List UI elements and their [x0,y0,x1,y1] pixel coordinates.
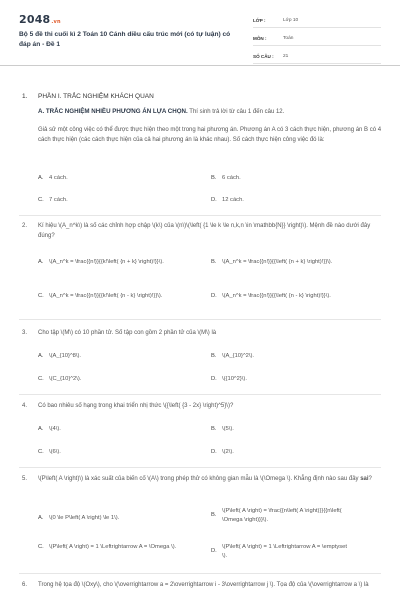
question-number: 5. [22,476,28,482]
section-note: Thí sinh trả lời từ câu 1 đến câu 12. [187,109,285,115]
question-divider [19,467,381,468]
question-divider [19,394,381,395]
q5-option-d[interactable]: D. \(P\left( A \right) = 1 \Leftrightarrow A = \emptyset \). [211,544,348,559]
q3-option-c[interactable]: C. \(C_{10}^2\). [38,376,82,382]
question-number: 6. [22,582,28,588]
q3-option-a[interactable]: A. \(A_{10}^8\). [38,353,82,359]
question-4-text: Có bao nhiêu số hạng trong khai triển nhị thức \({\left( {3 - 2x} \right)^5}\)? [38,403,234,409]
q1-option-c[interactable]: C. 7 cách. [38,197,68,203]
meta-row-class [253,15,381,28]
question-number: 2. [22,223,28,229]
q2-option-b[interactable]: B. \(A_n^k = \frac{{n!}}{{\left( {n + k} \right)!}}\). [211,259,333,265]
q4-option-b[interactable]: B. \(5\). [211,426,234,432]
question-number: 3. [22,330,28,336]
meta-value: Toán [283,35,294,41]
q2-option-a[interactable]: A. \(A_n^k = \frac{{n!}}{{k!\left( {n + k} \right)!}}\). [38,259,164,265]
document-title: Bộ 5 đề thi cuối kì 2 Toán 10 Cánh diều cấu trúc mới (có tự luận) có đáp án - Đề 1 [19,31,231,49]
meta-key: MÔN : [253,35,267,41]
question-2-text: Kí hiệu \(A_n^k\) là số các chỉnh hợp chập \(k\) của \(n\)\(\left( {1 \le k \le n,k,n \in \mathbb{N}} \right)\). Mệnh đề nào dưới đây đúng? [38,223,371,239]
q3-option-d[interactable]: D. \({10^2}\). [211,376,247,382]
q1-option-b[interactable]: B. 6 cách. [211,175,241,181]
q4-option-c[interactable]: C. \(6\). [38,449,61,455]
q2-option-d[interactable]: D. \(A_n^k = \frac{{n!}}{{\left( {n - k} \right)!}}\). [211,293,331,299]
q5-option-b[interactable]: B. \(P\left( A \right) = \frac{{n\left( A \right)}}{{n\left( \Omega \right)}}\). [211,508,342,523]
meta-key: LỚP : [253,17,266,23]
q1-option-d[interactable]: D. 12 cách. [211,197,244,203]
question-5-text: \(P\left( A \right)\) là xác suất của biến cố \(A\) trong phép thử có không gian mẫu là \(\Omega \). Khẳng định nào sau đây sai? [38,476,372,482]
part-heading [22,92,154,101]
question-divider [19,319,381,320]
question-3-text: Cho tập \(M\) có 10 phần tử. Số tập con gồm 2 phần tử của \(M\) là [38,330,217,336]
part-number: 1. [22,93,28,100]
part-title: PHẦN I. TRẮC NGHIỆM KHÁCH QUAN [38,93,154,100]
q4-option-a[interactable]: A. \(4\). [38,426,61,432]
q4-option-d[interactable]: D. \(2\). [211,449,234,455]
q5-option-a[interactable]: A. \(0 \le P\left( A \right) \le 1\). [38,515,120,521]
question-1-text: Giả sử một công việc có thể được thực hiện theo một trong hai phương án. Phương án A có 3 cách thực hiện, phương án B có 4 cách thực hiện (các cách thực hiện của cả hai phương án là khác nhau). Số cách thực hiện công việc đó là: [38,127,382,143]
meta-row-subject [253,33,381,46]
meta-value: Lớp 10 [283,17,299,23]
q3-option-b[interactable]: B. \(A_{10}^2\). [211,353,255,359]
q1-option-a[interactable]: A. 4 cách. [38,175,68,181]
meta-key: SỐ CÂU : [253,53,274,59]
q5-option-c[interactable]: C. \(P\left( A \right) = 1 \Leftrightarrow A = \Omega \). [38,544,177,550]
question-divider [19,215,381,216]
site-logo[interactable]: 2048.vn [19,13,61,26]
exam-meta-info [253,15,381,64]
meta-value: 21 [283,53,289,59]
document-header [0,0,400,66]
meta-row-question-count [253,51,381,64]
section-title: A. TRẮC NGHIỆM NHIỀU PHƯƠNG ÁN LỰA CHỌN. [38,108,188,115]
question-divider [19,573,381,574]
question-number: 4. [22,403,28,409]
question-6-text: Trong hệ tọa độ \(Oxy\), cho \(\overrightarrow a = 2\overrightarrow i - 3\overrightarrow j \). Tọa độ của \(\overrightarrow a \) là [38,582,369,588]
section-instruction [38,108,383,117]
q2-option-c[interactable]: C. \(A_n^k = \frac{{n!}}{{k!\left( {n - k} \right)!}}\). [38,293,163,299]
